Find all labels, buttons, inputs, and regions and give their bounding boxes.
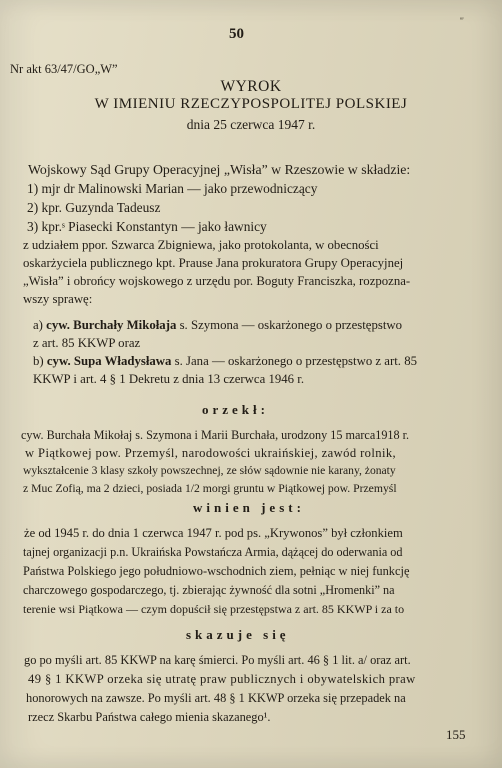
- winien-line-5: terenie wsi Piątkowa — czym dopuścił się przestępstwa z art. 85 KKWP i za to: [23, 602, 405, 616]
- defendant-a-name: cyw. Burchały Mikołaja: [46, 318, 177, 332]
- skazuje-line-2: 49 § 1 KKWP orzeka się utratę praw publicznych i obywatelskich praw: [28, 672, 416, 686]
- file-reference: Nr akt 63/47/GO„W”: [10, 62, 118, 76]
- winien-line-3: Państwa Polskiego jego południowo-wschodnich ziem, pełniąc w niej funkcję: [23, 564, 410, 578]
- participants-line-1: z udziałem ppor. Szwarca Zbigniewa, jako protokolanta, w obecności: [23, 238, 379, 252]
- orzekl-line-4: z Muc Zofią, ma 2 dzieci, posiada 1/2 morgi gruntu w Piątkowej pow. Przemyśl: [23, 482, 397, 495]
- page-number-bottom: 155: [446, 727, 466, 742]
- participants-line-3: „Wisła” i obrońcy wojskowego z urzędu por. Boguty Franciszka, rozpozna-: [23, 274, 411, 288]
- winien-line-4: charczowego gospodarczego, tj. zbierając żywność dla sotni „Hromenki” na: [23, 583, 395, 597]
- corner-mark: ‴: [460, 16, 464, 26]
- skazuje-heading: skazuje się: [186, 627, 290, 642]
- defendant-b: [33, 354, 417, 369]
- skazuje-line-4: rzecz Skarbu Państwa całego mienia skazanego¹.: [28, 710, 271, 724]
- defendant-a-line-2: z art. 85 KKWP oraz: [33, 336, 141, 350]
- court-member-1: 1) mjr dr Malinowski Marian — jako przewodniczący: [27, 181, 318, 196]
- defendant-a: [33, 318, 402, 333]
- orzekl-heading: orzekł:: [202, 402, 269, 417]
- winien-heading: winien jest:: [193, 500, 305, 515]
- participants-line-4: wszy sprawę:: [23, 292, 93, 306]
- winien-line-1: że od 1945 r. do dnia 1 czerwca 1947 r. pod ps. „Krywonos” był członkiem: [24, 526, 403, 540]
- skazuje-line-1: go po myśli art. 85 KKWP na karę śmierci. Po myśli art. 46 § 1 lit. a/ oraz art.: [24, 653, 411, 667]
- defendant-a-prefix: a): [33, 318, 47, 332]
- defendant-b-line-2: KKWP i art. 4 § 1 Dekretu z dnia 13 czerwca 1946 r.: [33, 372, 305, 386]
- verdict-title: WYROK: [220, 78, 282, 95]
- winien-line-2: tajnej organizacji p.n. Ukraińska Powstańcza Armia, dążącej do oderwania od: [23, 545, 403, 559]
- verdict-date: dnia 25 czerwca 1947 r.: [186, 117, 316, 132]
- page-number-top: 50: [229, 26, 244, 42]
- court-member-2: 2) kpr. Guzynda Tadeusz: [27, 200, 161, 215]
- court-intro: Wojskowy Sąd Grupy Operacyjnej „Wisła” w Rzeszowie w składzie:: [28, 162, 411, 177]
- skazuje-line-3: honorowych na zawsze. Po myśli art. 48 § 1 KKWP orzeka się przepadek na: [26, 691, 406, 705]
- court-member-3: 3) kpr.ˢ Piasecki Konstantyn — jako ławnicy: [27, 219, 267, 234]
- orzekl-line-3: wykształcenie 3 klasy szkoły powszechnej, ze słów sądownie nie karany, żonaty: [23, 464, 396, 477]
- defendant-b-prefix: b): [33, 354, 47, 368]
- orzekl-line-1: cyw. Burchała Mikołaj s. Szymona i Marii Burchała, urodzony 15 marca1918 r.: [21, 428, 410, 442]
- orzekl-line-2: w Piątkowej pow. Przemyśl, narodowości ukraińskiej, zawód rolnik,: [25, 446, 397, 460]
- defendant-b-rest: s. Jana — oskarżonego o przestępstwo z art. 85: [171, 354, 417, 368]
- defendant-b-name: cyw. Supa Władysława: [46, 354, 172, 368]
- defendant-a-rest: s. Szymona — oskarżonego o przestępstwo: [176, 318, 403, 332]
- verdict-subtitle: W IMIENIU RZECZYPOSPOLITEJ POLSKIEJ: [94, 96, 408, 112]
- participants-line-2: oskarżyciela publicznego kpt. Prause Jana prokuratora Grupy Operacyjnej: [23, 256, 404, 270]
